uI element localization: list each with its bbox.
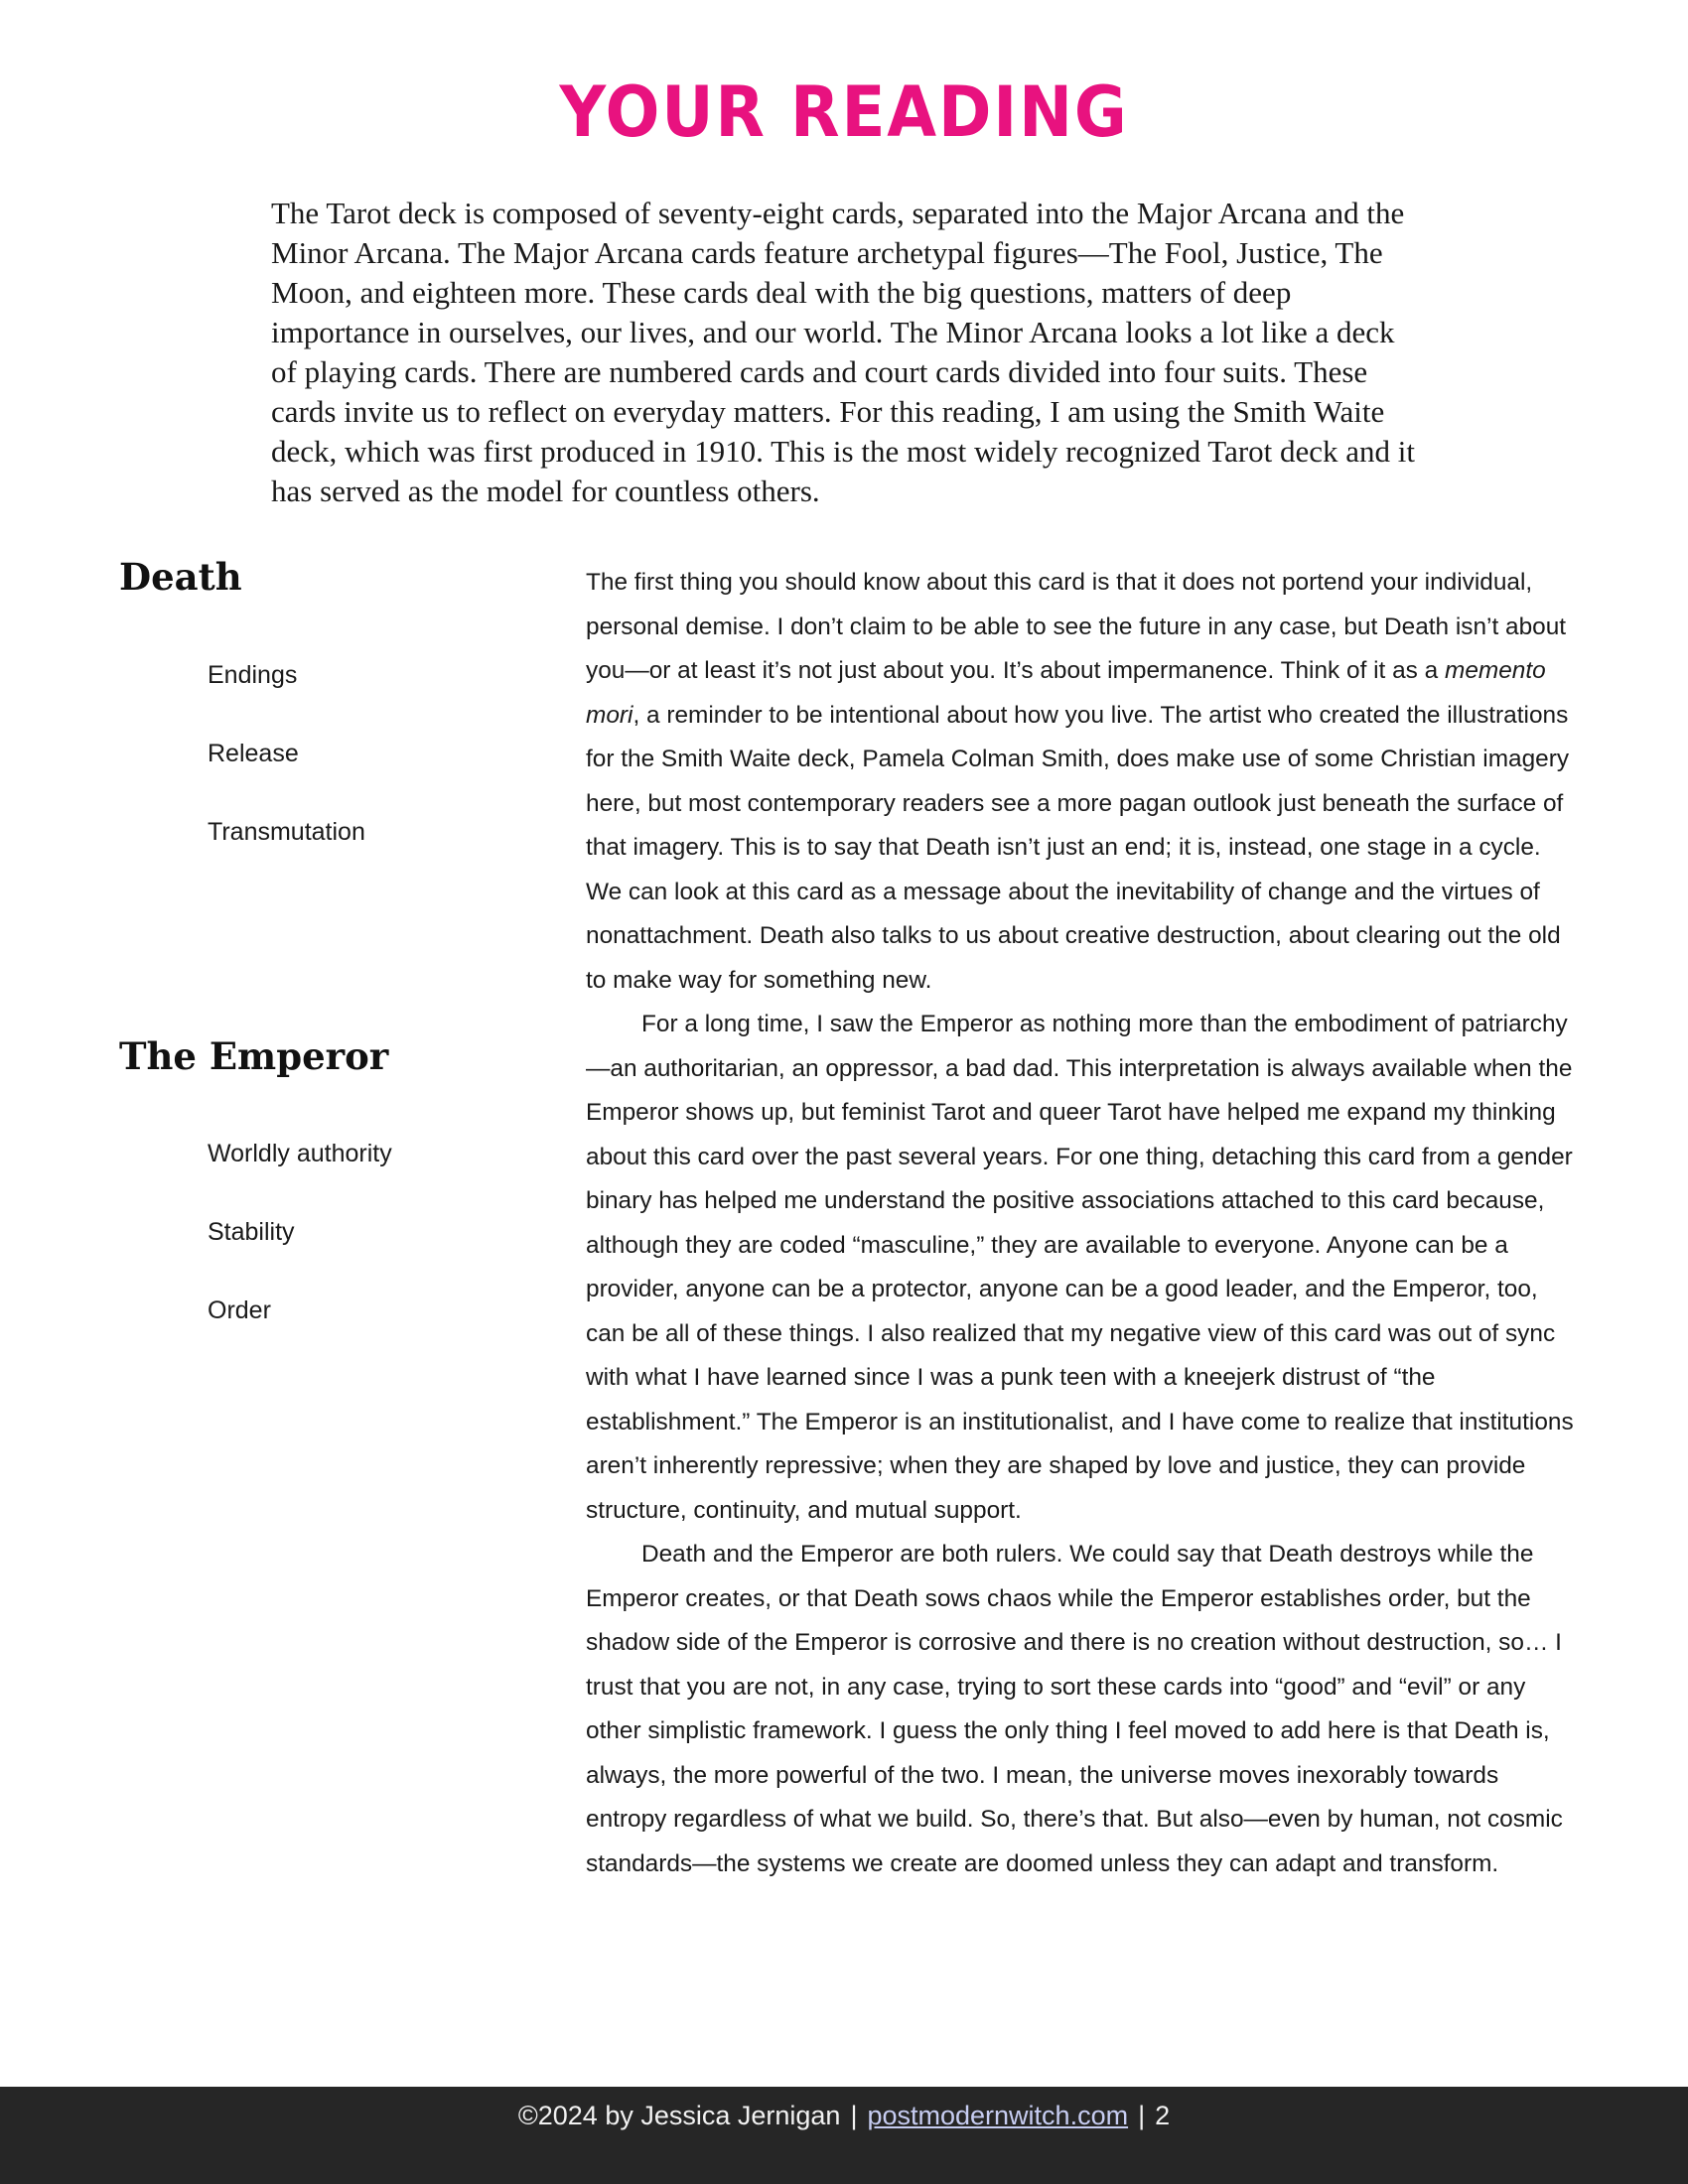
keyword-item: Release	[208, 740, 299, 767]
page-number: 2	[1155, 2101, 1171, 2130]
emperor-paragraph: For a long time, I saw the Emperor as nothing more than the embodiment of patriarchy—an authoritarian, an oppressor, a bad dad. This interpretation is always available when the Emperor shows up, but feminist Tarot and queer Tarot have helped me expand my thinking about this card over the past several years. For one thing, detaching this card from a gender binary has helped me understand the positive associations attached to this card because, although they are coded “masculine,” they are available to everyone. Anyone can be a provider, anyone can be a protector, anyone can be a good leader, and the Emperor, too, can be all of these things. I also realized that my negative view of this card was out of sync with what I have learned since I was a punk teen with a kneejerk distrust of “the establishment.” The Emperor is an institutionalist, and I have come to realize that institutions aren’t inherently repressive; when they are shaped by love and justice, they can provide structure, continuity, and mutual support.	[586, 1011, 1574, 1524]
intro-paragraph: The Tarot deck is composed of seventy-eight cards, separated into the Major Arcana and the Minor Arcana. The Major Arcana cards feature archetypal figures—The Fool, Justice, The Moon, and eighteen more. These cards deal with the big questions, matters of deep importance in ourselves, our lives, and our world. The Minor Arcana looks a lot like a deck of playing cards. There are numbered cards and court cards divided into four suits. These cards invite us to reflect on everyday matters. For this reading, I am using the Smith Waite deck, which was first produced in 1910. This is the most widely recognized Tarot deck and it has served as the model for countless others.	[271, 196, 1416, 508]
keyword-item: Endings	[208, 661, 298, 689]
card-title-emperor: The Emperor	[119, 1034, 389, 1078]
footer-separator: |	[850, 2101, 858, 2130]
keyword-item: Stability	[208, 1218, 295, 1246]
body-text	[586, 561, 1579, 1886]
page-title: YOUR READING	[559, 71, 1129, 153]
copyright: ©2024 by Jessica Jernigan	[517, 2101, 841, 2130]
keyword-item: Worldly authority	[208, 1140, 392, 1167]
card-title-death: Death	[119, 555, 242, 599]
website-link[interactable]: postmodernwitch.com	[867, 2101, 1129, 2130]
death-keywords	[208, 661, 365, 896]
conclusion-paragraph: Death and the Emperor are both rulers. We could say that Death destroys while the Emperor creates, or that Death sows chaos while the Emperor establishes order, but the shadow side of the Emperor is corrosive and there is no creation without destruction, so… I trust that you are not, in any case, trying to sort these cards into “good” and “evil” or any other simplistic framework. I guess the only thing I feel moved to add here is that Death is, always, the more powerful of the two. I mean, the universe moves inexorably towards entropy regardless of what we build. So, there’s that. But also—even by human, not cosmic standards—the systems we create are doomed unless they can adapt and transform.	[586, 1541, 1563, 1877]
memento-mori-italic: memento mori	[586, 657, 1546, 729]
keyword-item: Transmutation	[208, 818, 365, 846]
footer-separator: |	[1138, 2101, 1146, 2130]
emperor-keywords	[208, 1140, 392, 1375]
footer	[0, 2087, 1688, 2184]
keyword-item: Order	[208, 1297, 271, 1324]
death-paragraph: The first thing you should know about this card is that it does not portend your individual, personal demise. I don’t claim to be able to see the future in any case, but Death isn’t about you—or at least it’s not just about you. It’s about impermanence. Think of it as a memento mori, a reminder to be intentional about how you live. The artist who created the illustrations for the Smith Waite deck, Pamela Colman Smith, does make use of some Christian imagery here, but most contemporary readers see a more pagan outlook just beneath the surface of that imagery. This is to say that Death isn’t just an end; it is, instead, one stage in a cycle. We can look at this card as a message about the inevitability of change and the virtues of nonattachment. Death also talks to us about creative destruction, about clearing out the old to make way for something new.	[586, 569, 1570, 994]
